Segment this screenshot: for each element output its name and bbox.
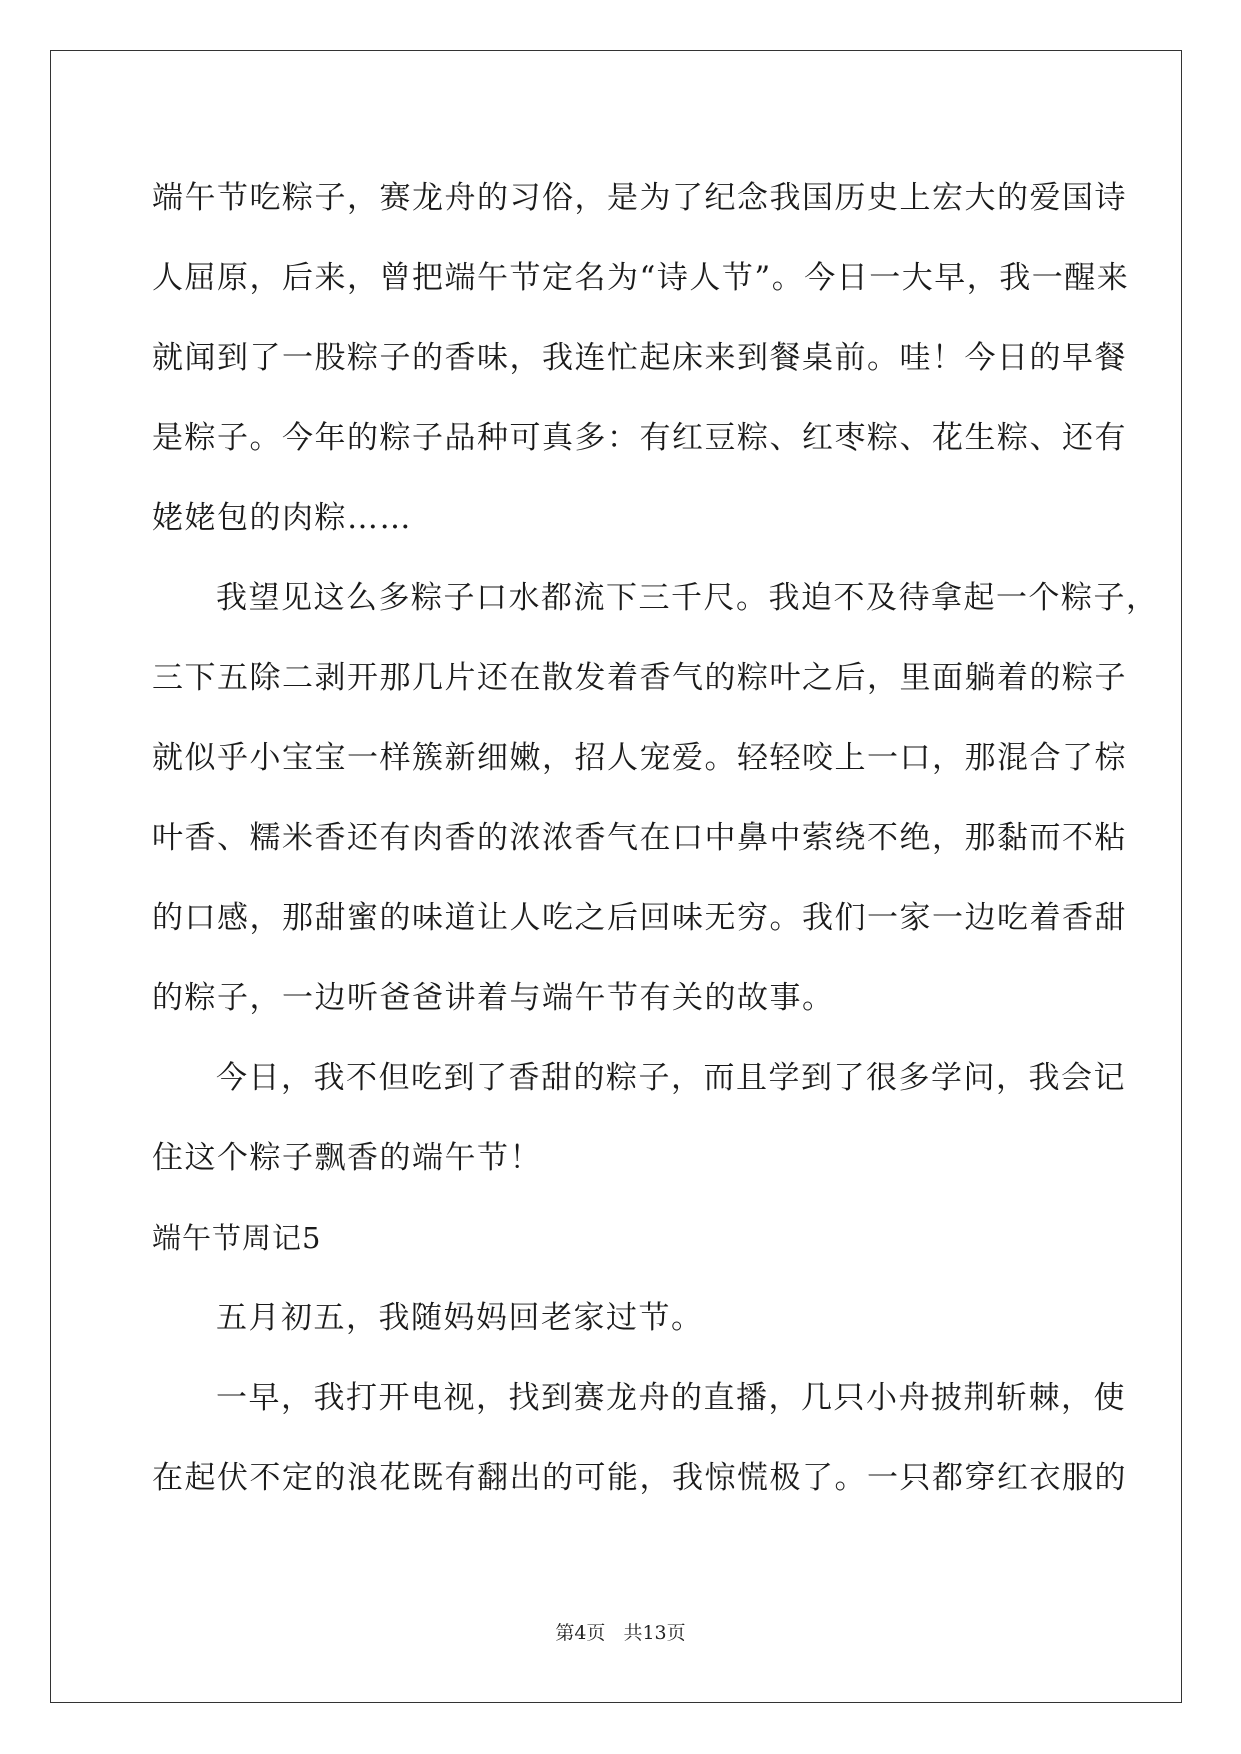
text-line: 住这个粽子飘香的端午节！ [152,1140,542,1176]
text-line: 我望见这么多粽子口水都流下三千尺。我迫不及待拿起一个粽子， [216,580,1159,616]
text-line: 叶香、糯米香还有肉香的浓浓香气在口中鼻中萦绕不绝，那黏而不粘 [152,820,1127,856]
section-heading: 端午节周记5 [152,1221,322,1255]
text-line: 是粽子。今年的粽子品种可真多：有红豆粽、红枣粽、花生粽、还有 [152,420,1127,456]
text-line: 的口感，那甜蜜的味道让人吃之后回味无穷。我们一家一边吃着香甜 [152,900,1127,936]
text-line: 端午节吃粽子，赛龙舟的习俗，是为了纪念我国历史上宏大的爱国诗 [152,180,1127,216]
text-line: 今日，我不但吃到了香甜的粽子，而且学到了很多学问，我会记 [216,1060,1126,1096]
text-line: 三下五除二剥开那几片还在散发着香气的粽叶之后，里面躺着的粽子 [152,660,1127,696]
page-footer [0,1618,1241,1645]
text-line: 五月初五，我随妈妈回老家过节。 [216,1300,704,1336]
document-body [152,158,1159,1518]
page-total: 共13页 [623,1622,686,1644]
text-line: 的粽子，一边听爸爸讲着与端午节有关的故事。 [152,980,835,1016]
text-line: 姥姥包的肉粽…… [152,500,412,536]
text-line: 人屈原，后来，曾把端午节定名为“诗人节”。今日一大早，我一醒来 [152,260,1130,296]
text-line: 就闻到了一股粽子的香味，我连忙起床来到餐桌前。哇！今日的早餐 [152,340,1127,376]
text-line: 就似乎小宝宝一样簇新细嫩，招人宠爱。轻轻咬上一口，那混合了棕 [152,740,1127,776]
page-number: 第4页 [555,1622,606,1644]
text-line: 一早，我打开电视，找到赛龙舟的直播，几只小舟披荆斩棘，使 [216,1380,1126,1416]
text-line: 在起伏不定的浪花既有翻出的可能，我惊慌极了。一只都穿红衣服的 [152,1460,1127,1496]
